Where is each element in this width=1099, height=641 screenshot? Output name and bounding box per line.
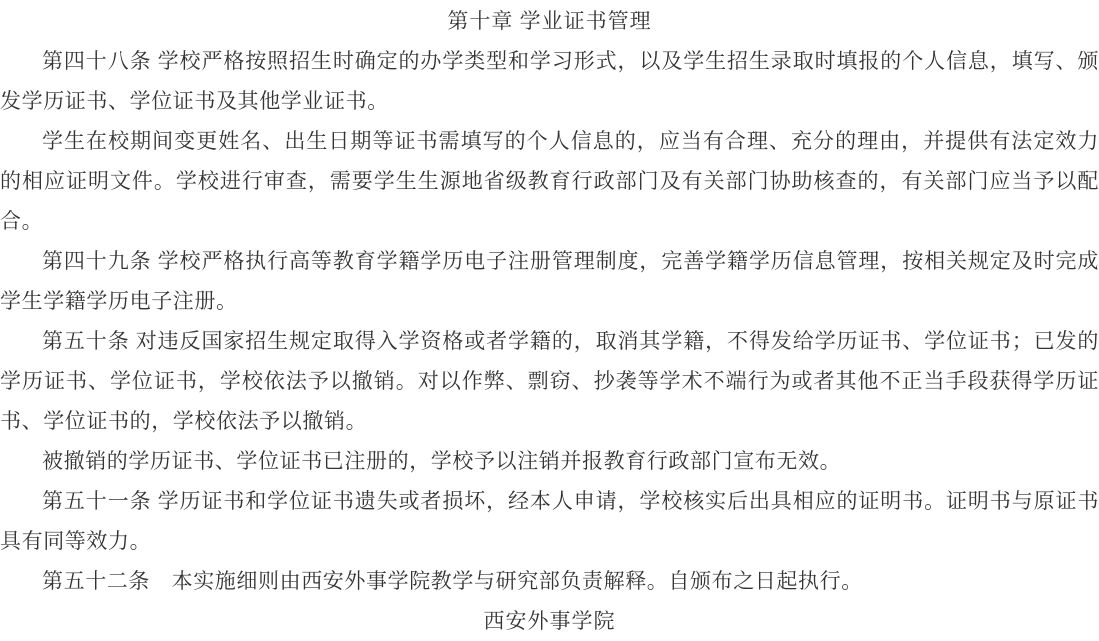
article-48-paragraph: 第四十八条 学校严格按照招生时确定的办学类型和学习形式，以及学生招生录取时填报的个人信息，填写、颁发学历证书、学位证书及其他学业证书。 (0, 49, 1099, 113)
article-48-subparagraph: 学生在校期间变更姓名、出生日期等证书需填写的个人信息的，应当有合理、充分的理由，并提供有法定效力的相应证明文件。学校进行审查，需要学生生源地省级教育行政部门及有关部门协助核查的，有关部门应当予以配合。 (0, 129, 1099, 233)
article-52-paragraph: 第五十二条 本实施细则由西安外事学院教学与研究部负责解释。自颁布之日起执行。 (42, 569, 863, 593)
article-50-paragraph: 第五十条 对违反国家招生规定取得入学资格或者学籍的，取消其学籍，不得发给学历证书、学位证书；已发的学历证书、学位证书，学校依法予以撤销。对以作弊、剽窃、抄袭等学术不端行为或者其他不正当手段获得学历证书、学位证书的，学校依法予以撤销。 (0, 329, 1099, 433)
article-50-subparagraph: 被撤销的学历证书、学位证书已注册的，学校予以注销并报教育行政部门宣布无效。 (42, 449, 842, 473)
article-49-paragraph: 第四十九条 学校严格执行高等教育学籍学历电子注册管理制度，完善学籍学历信息管理，按相关规定及时完成学生学籍学历电子注册。 (0, 249, 1099, 313)
article-51-paragraph: 第五十一条 学历证书和学位证书遗失或者损坏，经本人申请，学校核实后出具相应的证明书。证明书与原证书具有同等效力。 (0, 489, 1099, 553)
institution-signature: 西安外事学院 (483, 609, 616, 633)
chapter-title: 第十章 学业证书管理 (447, 9, 652, 33)
